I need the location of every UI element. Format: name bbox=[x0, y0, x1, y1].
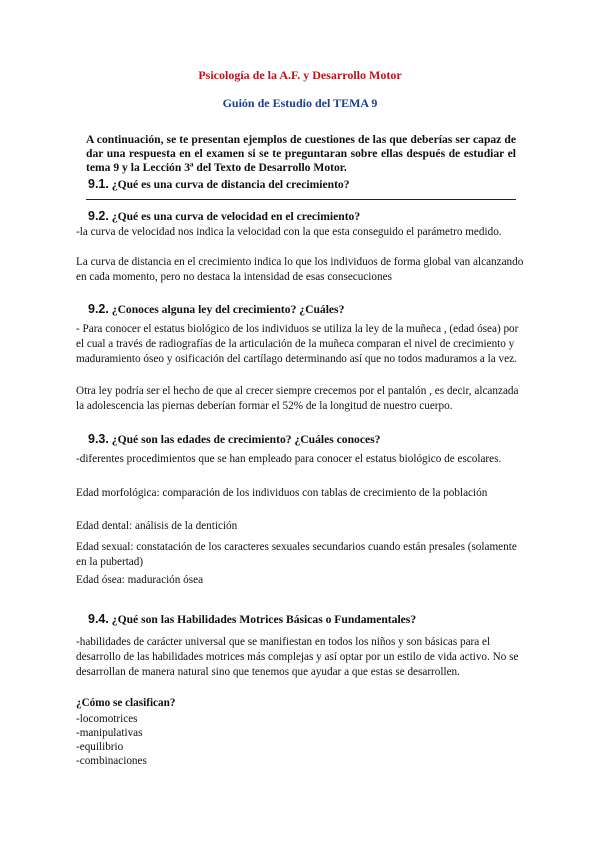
question-number: 9.2. bbox=[88, 302, 109, 316]
subheading: ¿Cómo se clasifican? bbox=[76, 697, 176, 709]
answer-paragraph: -diferentes procedimientos que se han empleado para conocer el estatus biológico de escolares. bbox=[76, 453, 502, 465]
question-9-4 bbox=[88, 612, 416, 626]
list-item: -locomotrices bbox=[76, 713, 138, 725]
question-number: 9.1. bbox=[88, 177, 109, 191]
answer-paragraph: Edad dental: análisis de la dentición bbox=[76, 520, 238, 532]
answer-paragraph: Edad sexual: constatación de los caracteres sexuales secundarios cuando están presales (solamente en la pubertad) bbox=[76, 541, 517, 568]
question-text: ¿Qué son las Habilidades Motrices Básicas o Fundamentales? bbox=[111, 613, 417, 626]
answer-paragraph: La curva de distancia en el crecimiento indica lo que los individuos de forma global van alcanzando en cada momento, pero no destaca la intensidad de esas consecuciones bbox=[76, 256, 524, 283]
answer-paragraph: -la curva de velocidad nos indica la velocidad con la que esta conseguido el parámetro medido. bbox=[76, 226, 502, 238]
question-number: 9.4. bbox=[88, 612, 109, 626]
guide-title: Guión de Estudio del TEMA 9 bbox=[222, 96, 378, 110]
answer-paragraph: Edad morfológica: comparación de los individuos con tablas de crecimiento de la población bbox=[76, 487, 488, 499]
question-number: 9.3. bbox=[88, 432, 109, 446]
question-text: ¿Qué es una curva de velocidad en el crecimiento? bbox=[111, 210, 361, 223]
list-item: -equilibrio bbox=[76, 741, 124, 753]
course-title: Psicología de la A.F. y Desarrollo Motor bbox=[198, 68, 402, 82]
list-item: -combinaciones bbox=[76, 755, 147, 767]
question-9-2-velocidad bbox=[88, 209, 360, 223]
list-item: -manipulativas bbox=[76, 727, 143, 739]
question-text: ¿Conoces alguna ley del crecimiento? ¿Cuáles? bbox=[111, 303, 345, 316]
intro-paragraph: A continuación, se te presentan ejemplos de cuestiones de las que deberías ser capaz de dar una respuesta en el examen si se te preguntaran sobre ellas después de estudiar el tema 9 y la Lección 3ª del Texto de Desarrollo Motor. bbox=[86, 133, 516, 175]
question-9-1 bbox=[88, 177, 350, 191]
question-text: ¿Qué son las edades de crecimiento? ¿Cuáles conoces? bbox=[111, 433, 381, 446]
question-text: ¿Qué es una curva de distancia del crecimiento? bbox=[111, 178, 350, 191]
question-number: 9.2. bbox=[88, 209, 109, 223]
answer-paragraph: Edad ósea: maduración ósea bbox=[76, 574, 204, 586]
question-9-2-leyes bbox=[88, 302, 344, 316]
question-9-3 bbox=[88, 432, 380, 446]
divider-line bbox=[86, 199, 516, 200]
answer-paragraph: -habilidades de carácter universal que se manifiestan en todos los niños y son básicas para el desarrollo de las habilidades motrices más complejas y así optar por un estilo de vida activo. No se desarrollan de manera natural sino que tenemos que ayudar a que estas se desarrollen. bbox=[76, 636, 519, 678]
answer-paragraph: - Para conocer el estatus biológico de los individuos se utiliza la ley de la muñeca , (edad ósea) por el cual a través de radiografías de la articulación de la muñeca comparan el nivel de crecimiento y maduramiento óseo y osificación del cartílago determinando así que no todos maduramos a la vez. bbox=[76, 323, 519, 365]
answer-paragraph: Otra ley podría ser el hecho de que al crecer siempre crecemos por el pantalón , es decir, alcanzada la adolescencia las piernas deberían formar el 52% de la longitud de nuestro cuerpo. bbox=[76, 385, 519, 412]
